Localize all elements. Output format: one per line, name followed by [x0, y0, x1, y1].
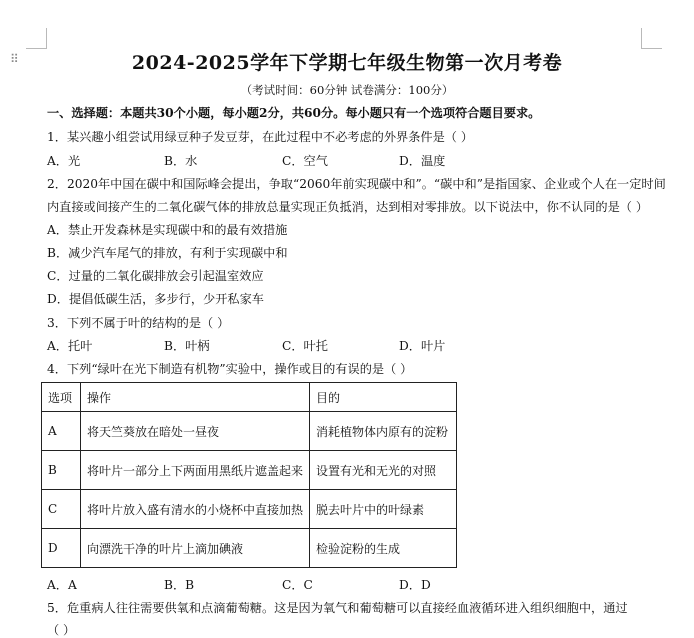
question-4-option-a: A．A: [47, 578, 77, 592]
section-heading: 一、选择题：本题共30个小题，每小题2分，共60分。每小题只有一个选项符合题目要求。: [47, 106, 541, 120]
question-1-stem: 1．某兴趣小组尝试用绿豆种子发豆芽，在此过程中不必考虑的外界条件是（ ）: [47, 130, 474, 144]
question-2-option-b: B．减少汽车尾气的排放，有利于实现碳中和: [47, 246, 288, 260]
question-2-stem-line-1: 2．2020年中国在碳中和国际峰会提出，争取“2060年前实现碳中和”。“碳中和”是指国家、企业或个人在一定时间: [47, 177, 666, 191]
table-cell: 脱去叶片中的叶绿素: [310, 490, 457, 529]
question-3-option-b: B．叶柄: [164, 339, 210, 353]
page-corner-mark-top-left: [26, 28, 47, 49]
table-cell: 设置有光和无光的对照: [310, 451, 457, 490]
question-3-option-d: D．叶片: [399, 339, 446, 353]
table-header-cell: 选项: [42, 383, 81, 412]
exam-info: （考试时间：60分钟 试卷满分：100分）: [240, 83, 454, 97]
question-2-option-a: A．禁止开发森林是实现碳中和的最有效措施: [47, 223, 288, 237]
question-2-option-d: D．提倡低碳生活，多步行，少开私家车: [47, 292, 264, 306]
page-title: 2024-2025学年下学期七年级生物第一次月考卷: [131, 52, 563, 74]
question-1-option-b: B．水: [164, 154, 198, 168]
question-3-option-c: C．叶托: [282, 339, 328, 353]
question-4-stem: 4．下列“绿叶在光下制造有机物”实验中，操作或目的有误的是（ ）: [47, 362, 413, 376]
table-cell: 向漂洗干净的叶片上滴加碘液: [81, 529, 310, 568]
question-4-option-c: C．C: [282, 578, 313, 592]
question-5-stem-line-1: 5．危重病人往往需要供氧和点滴葡萄糖。这是因为氧气和葡萄糖可以直接经血液循环进入组织细胞中，通过: [47, 601, 628, 615]
table-cell: 检验淀粉的生成: [310, 529, 457, 568]
table-cell: B: [42, 451, 81, 490]
table-header-cell: 操作: [81, 383, 310, 412]
question-3-stem: 3．下列不属于叶的结构的是（ ）: [47, 316, 230, 330]
table-cell: 将叶片一部分上下两面用黑纸片遮盖起来: [81, 451, 310, 490]
question-4-table: [41, 382, 457, 568]
table-row: [42, 412, 457, 451]
table-row: [42, 451, 457, 490]
table-cell: 消耗植物体内原有的淀粉: [310, 412, 457, 451]
question-4-option-b: B．B: [164, 578, 195, 592]
drag-handle-icon[interactable]: ⠿: [10, 52, 20, 66]
table-cell: C: [42, 490, 81, 529]
question-5-stem-line-2: （ ）: [47, 623, 76, 637]
table-cell: A: [42, 412, 81, 451]
question-4-option-d: D．D: [399, 578, 431, 592]
table-row: [42, 529, 457, 568]
question-3-option-a: A．托叶: [47, 339, 93, 353]
page-corner-mark-top-right: [641, 28, 662, 49]
table-cell: 将天竺葵放在暗处一昼夜: [81, 412, 310, 451]
question-1-option-c: C．空气: [282, 154, 328, 168]
table-cell: 将叶片放入盛有清水的小烧杯中直接加热: [81, 490, 310, 529]
table-header-row: [42, 383, 457, 412]
question-2-option-c: C．过量的二氧化碳排放会引起温室效应: [47, 269, 264, 283]
table-cell: D: [42, 529, 81, 568]
table-header-cell: 目的: [310, 383, 457, 412]
table-row: [42, 490, 457, 529]
question-1-option-a: A．光: [47, 154, 81, 168]
question-2-stem-line-2: 内直接或间接产生的二氧化碳气体的排放总量实现正负抵消，达到相对零排放。以下说法中，你不认同的是（ ）: [47, 200, 649, 214]
question-1-option-d: D．温度: [399, 154, 446, 168]
